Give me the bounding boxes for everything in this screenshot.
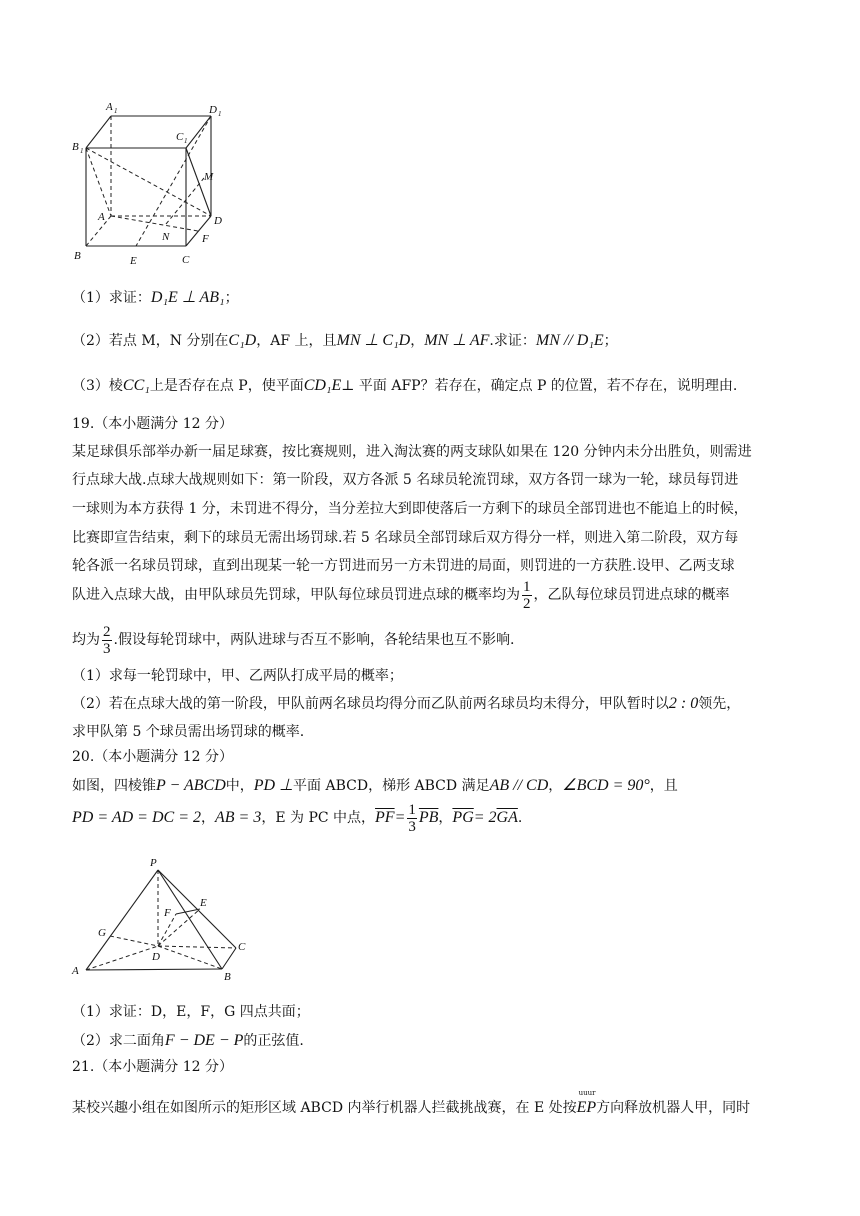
- svg-text:E: E: [200, 897, 207, 909]
- q19-line: 轮各派一名球员罚球，直到出现某一轮一方罚进而另一方未罚进的局面，则罚进的一方获胜.设甲、乙两支球: [72, 558, 735, 574]
- svg-text:F: F: [164, 907, 171, 919]
- svg-text:M: M: [204, 171, 214, 183]
- q19-part2-cont: 求甲队第 5 个球员需出场罚球的概率.: [72, 724, 305, 740]
- q20-line1: 如图，四棱锥P − ABCD中，PD ⊥平面 ABCD，梯形 ABCD 满足AB // CD，∠BCD = 90°，且: [72, 777, 678, 794]
- q18-part1: （1）求证：D₁E ⊥ AB₁；: [72, 289, 239, 306]
- svg-text:1: 1: [80, 147, 84, 155]
- q19-header: 19.（本小题满分 12 分）: [72, 416, 233, 432]
- svg-text:D: D: [214, 215, 222, 227]
- q19-line: 某足球俱乐部举办新一届足球赛，按比赛规则，进入淘汰赛的两支球队如果在 120 分钟内未分出胜负，则需进: [72, 444, 752, 460]
- q18-part3: （3）棱CC₁上是否存在点 P，使平面CD₁E⊥ 平面 AFP？若存在，确定点 P 的位置，若不存在，说明理由.: [72, 377, 738, 394]
- svg-text:C: C: [176, 131, 184, 143]
- q20-part1: （1）求证：D，E，F，G 四点共面；: [72, 1004, 310, 1020]
- svg-text:1: 1: [114, 107, 118, 115]
- q19-part2: （2）若在点球大战的第一阶段，甲队前两名球员均得分而乙队前两名球员均未得分，甲队暂时以2 : 0领先，: [72, 695, 741, 712]
- q19-line: 一球则为本方获得 1 分，未罚进不得分，当分差拉大到即使落后一方剩下的球员全部罚进也不能追上的时候，: [72, 501, 748, 517]
- fraction: $\frac{1}{3}$: [408, 801, 416, 835]
- q19-line: 行点球大战.点球大战规则如下：第一阶段，双方各派 5 名球员轮流罚球，双方各罚一球为一轮，球员每罚进: [72, 472, 739, 488]
- q21-line1: 某校兴趣小组在如图所示的矩形区域 ABCD 内举行机器人拦截挑战赛，在 E 处按 uuur EP方向释放机器人甲，同时: [72, 1089, 751, 1116]
- q19-line: 均为 $\frac{2}{3}$ .假设每轮罚球中，两队进球与否互不影响，各轮结果也互不影响.: [72, 623, 515, 657]
- pyramid-figure: [64, 852, 264, 982]
- fraction: $\frac{1}{2}$: [523, 578, 531, 612]
- q20-header: 20.（本小题满分 12 分）: [72, 749, 233, 765]
- svg-text:B: B: [224, 971, 231, 982]
- svg-text:D: D: [152, 951, 160, 963]
- svg-text:F: F: [202, 233, 209, 245]
- q18-part2: （2）若点 M，N 分别在C₁D，AF 上，且MN ⊥ C₁D，MN ⊥ AF.求证：MN // D₁E；: [72, 332, 618, 349]
- svg-text:B: B: [72, 141, 79, 153]
- svg-text:C: C: [238, 941, 246, 953]
- svg-text:E: E: [130, 255, 137, 267]
- q21-header: 21.（本小题满分 12 分）: [72, 1059, 233, 1075]
- q19-line: 比赛即宣告结束，剩下的球员无需出场罚球.若 5 名球员全部罚球后双方得分一样，则进入第二阶段，双方每: [72, 530, 739, 546]
- cube-figure: [66, 96, 236, 276]
- svg-text:1: 1: [218, 110, 222, 118]
- svg-text:G: G: [98, 927, 106, 939]
- svg-text:1: 1: [184, 137, 188, 145]
- svg-text:N: N: [162, 231, 170, 243]
- q19-line: 队进入点球大战，由甲队球员先罚球，甲队每位球员罚进点球的概率均为 $\frac{1}{2}$ ，乙队每位球员罚进点球的概率: [72, 578, 730, 612]
- svg-text:A: A: [98, 211, 105, 223]
- svg-text:P: P: [150, 857, 157, 869]
- svg-text:D: D: [209, 104, 217, 116]
- q19-part1: （1）求每一轮罚球中，甲、乙两队打成平局的概率；: [72, 668, 403, 684]
- q20-part2: （2）求二面角F − DE − P的正弦值.: [72, 1032, 304, 1049]
- q20-line2: PD = AD = DC = 2，AB = 3，E 为 PC 中点，$\overline{PF}=$ $\frac{1}{3}$ $\overline{PB}$，$\overline{PG}= 2\overline{GA}$.: [72, 801, 523, 835]
- svg-text:A: A: [72, 965, 79, 977]
- svg-text:B: B: [74, 250, 81, 262]
- fraction: $\frac{2}{3}$: [103, 623, 111, 657]
- cube-label-a1: A: [106, 101, 113, 113]
- svg-text:C: C: [182, 254, 190, 266]
